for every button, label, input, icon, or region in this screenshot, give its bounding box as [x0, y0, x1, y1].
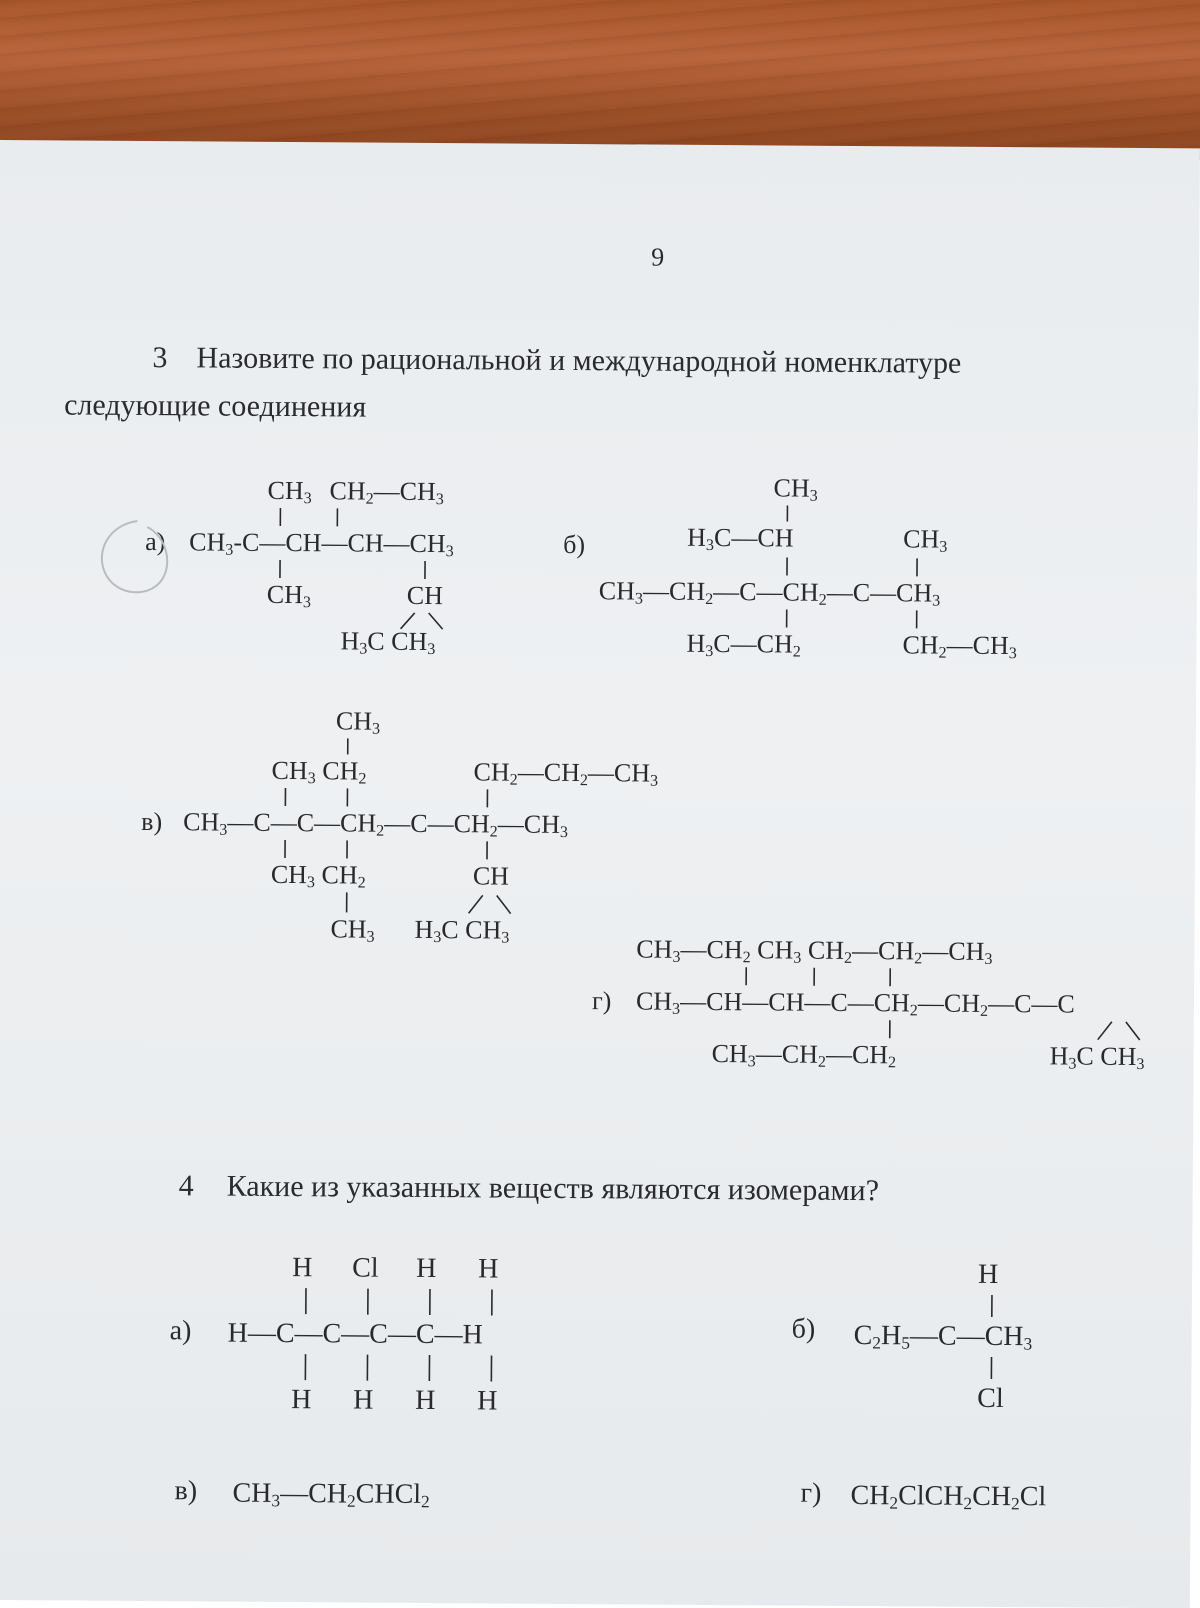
wood-grain [0, 0, 1200, 160]
compound-3a-label: а) [145, 529, 165, 555]
compound-4a-top-2: Cl [352, 1254, 379, 1282]
page-number: 9 [651, 245, 664, 271]
compound-4a-main-chain: H—C—C—C—C—H [228, 1320, 483, 1350]
task4-number: 4 [179, 1171, 194, 1201]
compound-3v-bottom-left: $CH_3$ [330, 916, 374, 942]
compound-3b-upper: $H_3C—CH$ [687, 525, 793, 552]
compound-3v-lower-left: $CH_3$ $CH_2$ [271, 862, 366, 889]
compound-3b-lower-left: $H_3C—CH_2$ [686, 631, 801, 658]
compound-4a-bottom-2: H [353, 1386, 373, 1414]
compound-3g-main-chain: $CH_3—CH—CH—C—CH_2—CH_2—C—C$ [636, 988, 1075, 1017]
pencil-circle-mark [0, 140, 1200, 1608]
compound-4b-top: H [978, 1261, 998, 1289]
compound-4b-bottom: Cl [977, 1385, 1004, 1413]
compound-3b-label: б) [563, 532, 585, 558]
compound-4a-top-4: H [478, 1255, 498, 1283]
compound-3b-right-top: $CH_3$ [903, 526, 947, 552]
compound-3v-upper-right: $CH_2—CH_2—CH_3$ [474, 759, 659, 786]
task3-number: 3 [152, 343, 167, 373]
task3-text-line2: следующие соединения [64, 390, 366, 422]
compound-4a-top-3: H [416, 1255, 436, 1283]
compound-3g-bottom-left: $CH_3—CH_2—CH_2$ [712, 1041, 897, 1068]
compound-3v-bottom-branch: $H_3C$ $CH_3$ [414, 917, 509, 944]
compound-4g-formula: $CH_2ClCH_2CH_2Cl$ [850, 1482, 1046, 1511]
compound-3b-top: $CH_3$ [773, 475, 817, 501]
compound-3a-bottom-mid: CH [407, 583, 443, 609]
compound-3a-top-right: $CH_2—CH_3$ [329, 478, 444, 505]
compound-3v-top: $CH_3$ [336, 708, 380, 734]
compound-3a-top-left: $CH_3$ [267, 478, 311, 504]
compound-3a-main-chain: $CH_3-C—CH—CH—CH_3$ [189, 529, 454, 557]
compound-4b-main-chain: $C_2H_5—C—CH_3$ [854, 1322, 1033, 1351]
compound-4a-bottom-3: H [415, 1387, 435, 1415]
compound-4a-bottom-1: H [291, 1386, 311, 1414]
compound-4v-formula: $CH_3—CH_2CHCl_2$ [232, 1480, 429, 1509]
compound-4a-top-1: H [292, 1254, 312, 1282]
compound-3g-top: $CH_3—CH_2$ $CH_3$ $CH_2—CH_2—CH_3$ [636, 936, 992, 964]
compound-3g-bottom-right: $H_3C$ $CH_3$ [1050, 1043, 1145, 1070]
compound-3v-upper-left: $CH_3$ $CH_2$ [272, 758, 367, 785]
compound-4g-label: г) [800, 1480, 821, 1508]
compound-4a-bottom-4: H [477, 1387, 497, 1415]
compound-3v-label: в) [141, 809, 162, 835]
compound-3b-lower-right: $CH_2—CH_3$ [902, 632, 1017, 659]
compound-3a-branch: $H_3C$ $CH_3$ [340, 628, 435, 655]
compound-3g-label: г) [592, 988, 612, 1014]
task4-text: Какие из указанных веществ являются изомерами? [227, 1172, 879, 1207]
compound-3v-main-chain: $CH_3—C—C—CH_2—C—CH_2—CH_3$ [183, 809, 568, 838]
compound-3v-lower-right: CH [473, 863, 509, 889]
task3-text-line1: Назовите по рациональной и международной номенклатуре [196, 343, 961, 378]
compound-3b-main-chain: $CH_3—CH_2—C—CH_2—C—CH_3$ [599, 578, 941, 606]
compound-3a-bottom-left: $CH_3$ [267, 582, 311, 608]
compound-4a-label: а) [170, 1317, 192, 1345]
compound-4v-label: в) [174, 1477, 197, 1505]
compound-4b-label: б) [792, 1316, 816, 1344]
worksheet-page [0, 140, 1200, 1608]
